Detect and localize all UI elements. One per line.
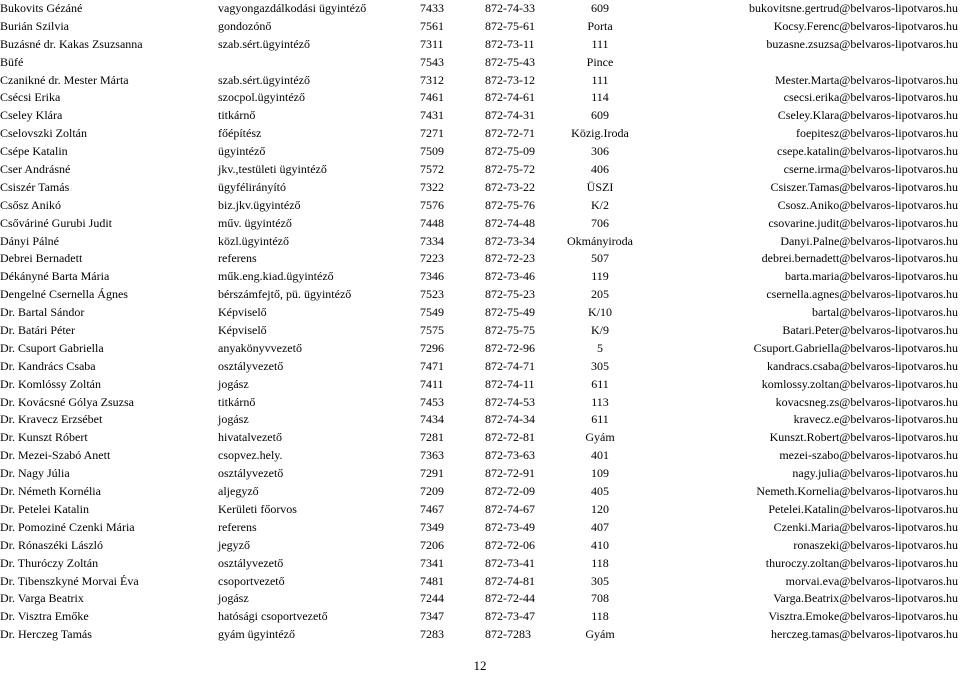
phone-number: 872-74-31 xyxy=(485,108,535,123)
directory-row xyxy=(0,250,960,268)
room-number: 109 xyxy=(591,466,609,481)
extension-number: 7572 xyxy=(420,162,444,177)
phone-number: 872-73-34 xyxy=(485,233,535,248)
phone-number: 872-73-41 xyxy=(485,555,535,570)
email-address: csovarine.judit@belvaros-lipotvaros.hu xyxy=(768,215,958,230)
phone-number: 872-74-34 xyxy=(485,412,535,427)
email-address: kandracs.csaba@belvaros-lipotvaros.hu xyxy=(767,358,958,373)
job-title: műk.eng.kiad.ügyintéző xyxy=(218,269,334,284)
directory-row xyxy=(0,537,960,555)
phone-number: 872-72-23 xyxy=(485,251,535,266)
directory-row xyxy=(0,483,960,501)
directory-row xyxy=(0,626,960,644)
directory-row xyxy=(0,573,960,591)
email-address: herczeg.tamas@belvaros-lipotvaros.hu xyxy=(771,627,958,642)
extension-number: 7523 xyxy=(420,287,444,302)
extension-number: 7448 xyxy=(420,215,444,230)
email-address: bukovitsne.gertrud@belvaros-lipotvaros.hu xyxy=(748,1,958,15)
directory-row xyxy=(0,519,960,537)
directory-row xyxy=(0,555,960,573)
room-number: Pince xyxy=(586,54,614,69)
email-address: thuroczy.zoltan@belvaros-lipotvaros.hu xyxy=(765,555,958,570)
extension-number: 7341 xyxy=(420,555,444,570)
phone-number: 872-74-67 xyxy=(485,501,535,516)
job-title: anyakönyvvezető xyxy=(218,340,302,355)
email-address: morvai.eva@belvaros-lipotvaros.hu xyxy=(785,573,958,588)
room-number: 205 xyxy=(591,287,609,302)
staff-name: Csiszér Tamás xyxy=(0,179,70,194)
extension-number: 7431 xyxy=(420,108,444,123)
room-number: 118 xyxy=(591,555,609,570)
staff-name: Dengelné Csernella Ágnes xyxy=(0,287,128,302)
phone-number: 872-75-43 xyxy=(485,54,535,69)
extension-number: 7281 xyxy=(420,430,444,445)
job-title: aljegyző xyxy=(218,484,259,499)
job-title: főépítész xyxy=(218,126,262,141)
email-address: bartal@belvaros-lipotvaros.hu xyxy=(811,305,958,320)
phone-number: 872-74-48 xyxy=(485,215,535,230)
extension-number: 7349 xyxy=(420,519,444,534)
phone-number: 872-73-46 xyxy=(485,269,535,284)
room-number: 401 xyxy=(591,448,609,463)
room-number: Gyám xyxy=(585,627,615,642)
job-title: Kerületi főorvos xyxy=(218,501,297,516)
extension-number: 7509 xyxy=(420,144,444,159)
job-title: jegyző xyxy=(218,537,250,552)
phone-number: 872-75-75 xyxy=(485,323,535,338)
directory-row xyxy=(0,608,960,626)
directory-row xyxy=(0,394,960,412)
directory-row xyxy=(0,590,960,608)
email-address: Nemeth.Kornelia@belvaros-lipotvaros.hu xyxy=(756,484,958,499)
job-title: vagyongazdálkodási ügyintéző xyxy=(218,1,367,15)
directory-row xyxy=(0,233,960,251)
room-number: ÜSZI xyxy=(586,179,614,194)
staff-name: Czanikné dr. Mester Márta xyxy=(0,72,129,87)
staff-name: Dr. Bartal Sándor xyxy=(0,305,85,320)
staff-name: Dr. Mezei-Szabó Anett xyxy=(0,448,111,463)
staff-name: Dr. Nagy Júlia xyxy=(0,466,70,481)
extension-number: 7271 xyxy=(420,126,444,141)
room-number: 5 xyxy=(597,340,603,355)
directory-row xyxy=(0,447,960,465)
room-number: K/9 xyxy=(591,323,609,338)
phone-number: 872-72-44 xyxy=(485,591,535,606)
phone-number: 872-74-11 xyxy=(485,376,535,391)
room-number: 120 xyxy=(591,501,609,516)
staff-name: Dr. Visztra Emőke xyxy=(0,609,89,624)
phone-number: 872-73-49 xyxy=(485,519,535,534)
directory-row xyxy=(0,340,960,358)
extension-number: 7453 xyxy=(420,394,444,409)
extension-number: 7346 xyxy=(420,269,444,284)
staff-name: Csőváriné Gurubi Judit xyxy=(0,215,112,230)
job-title: hivatalvezető xyxy=(218,430,282,445)
phone-number: 872-75-09 xyxy=(485,144,535,159)
staff-name: Dr. Kunszt Róbert xyxy=(0,430,88,445)
directory-row xyxy=(0,54,960,72)
staff-name: Dr. Kovácsné Gólya Zsuzsa xyxy=(0,394,134,409)
job-title: referens xyxy=(218,519,257,534)
staff-name: Dr. Thuróczy Zoltán xyxy=(0,555,99,570)
phone-number: 872-74-81 xyxy=(485,573,535,588)
job-title: Képviselő xyxy=(218,305,267,320)
room-number: 118 xyxy=(591,609,609,624)
email-address: kravecz.e@belvaros-lipotvaros.hu xyxy=(793,412,958,427)
phone-number: 872-74-71 xyxy=(485,358,535,373)
extension-number: 7434 xyxy=(420,412,444,427)
directory-row xyxy=(0,411,960,429)
staff-name: Buzásné dr. Kakas Zsuzsanna xyxy=(0,36,143,51)
job-title: műv. ügyintéző xyxy=(218,215,292,230)
directory-row xyxy=(0,501,960,519)
job-title: jogász xyxy=(218,376,249,391)
directory-row xyxy=(0,376,960,394)
email-address: Csosz.Aniko@belvaros-lipotvaros.hu xyxy=(777,197,958,212)
job-title: jkv.,testületi ügyintéző xyxy=(218,162,327,177)
directory-row xyxy=(0,107,960,125)
room-number: 113 xyxy=(591,394,609,409)
directory-row xyxy=(0,358,960,376)
email-address: Batari.Peter@belvaros-lipotvaros.hu xyxy=(782,323,958,338)
phone-number: 872-75-61 xyxy=(485,18,535,33)
directory-row xyxy=(0,429,960,447)
staff-name: Dr. Petelei Katalin xyxy=(0,501,89,516)
phone-number: 872-73-63 xyxy=(485,448,535,463)
extension-number: 7209 xyxy=(420,484,444,499)
staff-name: Csépe Katalin xyxy=(0,144,68,159)
job-title: osztályvezető xyxy=(218,555,284,570)
email-address: Danyi.Palne@belvaros-lipotvaros.hu xyxy=(780,233,958,248)
room-number: 114 xyxy=(591,90,609,105)
email-address: debrei.bernadett@belvaros-lipotvaros.hu xyxy=(761,251,958,266)
job-title: bérszámfejtő, pü. ügyintéző xyxy=(218,287,352,302)
phone-number: 872-73-12 xyxy=(485,72,535,87)
extension-number: 7576 xyxy=(420,197,444,212)
extension-number: 7206 xyxy=(420,537,444,552)
job-title: biz.jkv.ügyintéző xyxy=(218,197,301,212)
staff-name: Dr. Herczeg Tamás xyxy=(0,627,92,642)
email-address: Czenki.Maria@belvaros-lipotvaros.hu xyxy=(773,519,958,534)
job-title: szocpol.ügyintéző xyxy=(218,90,305,105)
email-address: Kunszt.Robert@belvaros-lipotvaros.hu xyxy=(769,430,958,445)
email-address: nagy.julia@belvaros-lipotvaros.hu xyxy=(792,466,958,481)
phone-number: 872-74-33 xyxy=(485,1,535,15)
staff-name: Dr. Németh Kornélia xyxy=(0,484,101,499)
directory-row xyxy=(0,304,960,322)
email-address: Petelei.Katalin@belvaros-lipotvaros.hu xyxy=(768,501,958,516)
phone-number: 872-73-47 xyxy=(485,609,535,624)
job-title: közl.ügyintéző xyxy=(218,233,289,248)
directory-row xyxy=(0,89,960,107)
job-title: ügyfélirányító xyxy=(218,179,286,194)
staff-name: Burián Szilvia xyxy=(0,18,69,33)
staff-name: Csősz Anikó xyxy=(0,197,62,212)
room-number: 305 xyxy=(591,358,609,373)
job-title: osztályvezető xyxy=(218,466,284,481)
directory-row xyxy=(0,72,960,90)
job-title: csoportvezető xyxy=(218,573,285,588)
job-title: jogász xyxy=(218,591,249,606)
job-title: csopvez.hely. xyxy=(218,448,283,463)
room-number: Porta xyxy=(587,18,613,33)
extension-number: 7334 xyxy=(420,233,444,248)
extension-number: 7543 xyxy=(420,54,444,69)
directory-row xyxy=(0,465,960,483)
staff-name: Cseley Klára xyxy=(0,108,63,123)
room-number: 611 xyxy=(591,376,609,391)
extension-number: 7291 xyxy=(420,466,444,481)
extension-number: 7433 xyxy=(420,1,444,15)
staff-name: Dr. Varga Beatrix xyxy=(0,591,84,606)
room-number: Közig.Iroda xyxy=(571,126,629,141)
room-number: 609 xyxy=(591,108,609,123)
extension-number: 7322 xyxy=(420,179,444,194)
extension-number: 7311 xyxy=(420,36,444,51)
phone-number: 872-72-09 xyxy=(485,484,535,499)
room-number: K/10 xyxy=(588,305,612,320)
email-address: Varga.Beatrix@belvaros-lipotvaros.hu xyxy=(773,591,958,606)
room-number: 407 xyxy=(591,519,609,534)
job-title: osztályvezető xyxy=(218,358,284,373)
directory-row xyxy=(0,215,960,233)
phone-number: 872-72-91 xyxy=(485,466,535,481)
phone-number: 872-73-22 xyxy=(485,179,535,194)
job-title: titkárnő xyxy=(218,394,256,409)
directory-row xyxy=(0,36,960,54)
email-address: cserne.irma@belvaros-lipotvaros.hu xyxy=(783,162,958,177)
staff-name: Cser Andrásné xyxy=(0,162,71,177)
room-number: 507 xyxy=(591,251,609,266)
room-number: 609 xyxy=(591,1,609,15)
phone-number: 872-72-71 xyxy=(485,126,535,141)
phone-number: 872-75-23 xyxy=(485,287,535,302)
extension-number: 7467 xyxy=(420,501,444,516)
staff-name: Büfé xyxy=(0,54,24,69)
email-address: barta.maria@belvaros-lipotvaros.hu xyxy=(785,269,958,284)
job-title: szab.sért.ügyintéző xyxy=(218,72,310,87)
staff-name: Cselovszki Zoltán xyxy=(0,126,87,141)
room-number: Gyám xyxy=(585,430,615,445)
room-number: 611 xyxy=(591,412,609,427)
directory-row xyxy=(0,286,960,304)
extension-number: 7461 xyxy=(420,90,444,105)
extension-number: 7223 xyxy=(420,251,444,266)
phone-number: 872-7283 xyxy=(485,627,531,642)
email-address: csepe.katalin@belvaros-lipotvaros.hu xyxy=(777,144,958,159)
staff-name: Dr. Komlóssy Zoltán xyxy=(0,376,101,391)
extension-number: 7411 xyxy=(420,376,444,391)
email-address: kovacsneg.zs@belvaros-lipotvaros.hu xyxy=(775,394,958,409)
email-address: Kocsy.Ferenc@belvaros-lipotvaros.hu xyxy=(773,18,958,33)
room-number: 405 xyxy=(591,484,609,499)
extension-number: 7481 xyxy=(420,573,444,588)
email-address: Visztra.Emoke@belvaros-lipotvaros.hu xyxy=(768,609,958,624)
email-address: csernella.agnes@belvaros-lipotvaros.hu xyxy=(766,287,958,302)
email-address: foepitesz@belvaros-lipotvaros.hu xyxy=(795,126,958,141)
job-title: hatósági csoportvezető xyxy=(218,609,328,624)
staff-name: Dr. Kravecz Erzsébet xyxy=(0,412,103,427)
staff-name: Csécsi Erika xyxy=(0,90,61,105)
directory-row xyxy=(0,125,960,143)
room-number: 111 xyxy=(591,72,609,87)
email-address: Mester.Marta@belvaros-lipotvaros.hu xyxy=(774,72,958,87)
page-number: 12 xyxy=(473,658,487,673)
phone-number: 872-74-53 xyxy=(485,394,535,409)
phone-number: 872-75-76 xyxy=(485,197,535,212)
directory-row xyxy=(0,161,960,179)
room-number: K/2 xyxy=(591,197,609,212)
phone-number: 872-72-06 xyxy=(485,537,535,552)
directory-row xyxy=(0,322,960,340)
staff-name: Dr. Kandrács Csaba xyxy=(0,358,96,373)
phone-number: 872-75-72 xyxy=(485,162,535,177)
extension-number: 7575 xyxy=(420,323,444,338)
email-address: Csuport.Gabriella@belvaros-lipotvaros.hu xyxy=(753,340,958,355)
room-number: Okmányiroda xyxy=(567,233,633,248)
room-number: 708 xyxy=(591,591,609,606)
phone-number: 872-72-81 xyxy=(485,430,535,445)
job-title: gyám ügyintéző xyxy=(218,627,295,642)
job-title: Képviselő xyxy=(218,323,267,338)
room-number: 306 xyxy=(591,144,609,159)
extension-number: 7244 xyxy=(420,591,444,606)
staff-name: Dr. Tibenszkyné Morvai Éva xyxy=(0,573,139,588)
directory-row xyxy=(0,179,960,197)
directory-row xyxy=(0,268,960,286)
extension-number: 7347 xyxy=(420,609,444,624)
job-title: jogász xyxy=(218,412,249,427)
extension-number: 7312 xyxy=(420,72,444,87)
job-title: gondozónő xyxy=(218,18,272,33)
room-number: 706 xyxy=(591,215,609,230)
phone-number: 872-72-96 xyxy=(485,340,535,355)
room-number: 406 xyxy=(591,162,609,177)
email-address: csecsi.erika@belvaros-lipotvaros.hu xyxy=(783,90,958,105)
email-address: buzasne.zsuzsa@belvaros-lipotvaros.hu xyxy=(766,36,958,51)
staff-name: Dr. Pomoziné Czenki Mária xyxy=(0,519,135,534)
job-title: referens xyxy=(218,251,257,266)
email-address: komlossy.zoltan@belvaros-lipotvaros.hu xyxy=(761,376,958,391)
phone-number: 872-74-61 xyxy=(485,90,535,105)
extension-number: 7363 xyxy=(420,448,444,463)
extension-number: 7296 xyxy=(420,340,444,355)
staff-name: Debrei Bernadett xyxy=(0,251,83,266)
staff-name: Dr. Csuport Gabriella xyxy=(0,340,104,355)
directory-row xyxy=(0,197,960,215)
job-title: ügyintéző xyxy=(218,144,266,159)
extension-number: 7283 xyxy=(420,627,444,642)
room-number: 119 xyxy=(591,269,609,284)
phone-number: 872-75-49 xyxy=(485,305,535,320)
extension-number: 7549 xyxy=(420,305,444,320)
directory-row xyxy=(0,0,960,18)
room-number: 410 xyxy=(591,537,609,552)
staff-name: Dr. Rónaszéki László xyxy=(0,537,103,552)
email-address: ronaszeki@belvaros-lipotvaros.hu xyxy=(793,537,958,552)
phone-number: 872-73-11 xyxy=(485,36,535,51)
extension-number: 7471 xyxy=(420,358,444,373)
staff-name: Dányi Pálné xyxy=(0,233,59,248)
room-number: 305 xyxy=(591,573,609,588)
staff-name: Dékányné Barta Mária xyxy=(0,269,110,284)
email-address: mezei-szabo@belvaros-lipotvaros.hu xyxy=(779,448,958,463)
room-number: 111 xyxy=(591,36,609,51)
directory-row xyxy=(0,143,960,161)
email-address: Cseley.Klara@belvaros-lipotvaros.hu xyxy=(777,108,958,123)
email-address: Csiszer.Tamas@belvaros-lipotvaros.hu xyxy=(770,179,958,194)
job-title: szab.sért.ügyintéző xyxy=(218,36,310,51)
staff-name: Bukovits Gézáné xyxy=(0,1,83,15)
extension-number: 7561 xyxy=(420,18,444,33)
directory-row xyxy=(0,18,960,36)
staff-name: Dr. Batári Péter xyxy=(0,323,75,338)
job-title: titkárnő xyxy=(218,108,256,123)
